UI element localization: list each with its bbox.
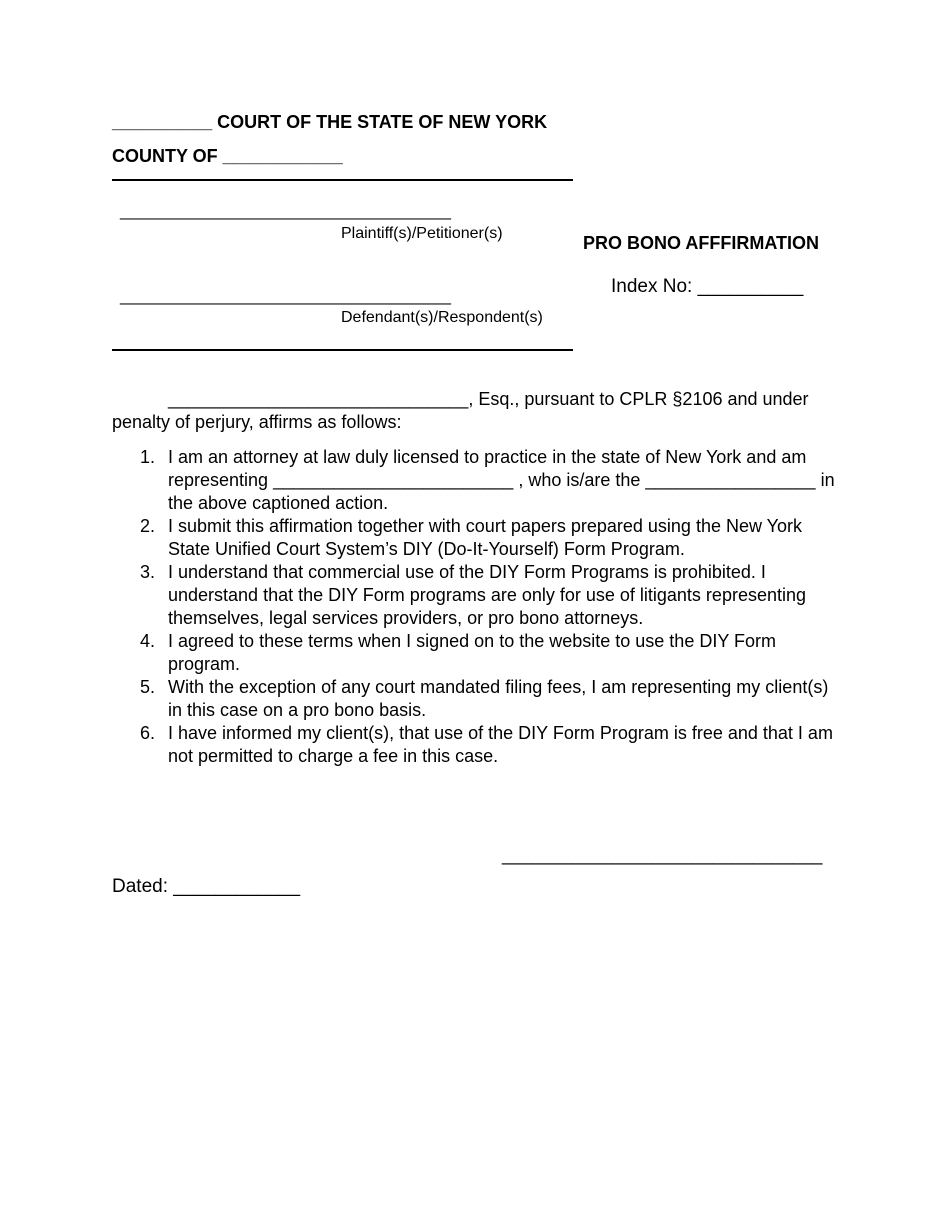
list-item-number: 5.: [140, 677, 156, 697]
list-item: [112, 676, 842, 722]
list-item-number: 2.: [140, 516, 156, 536]
list-item-number: 6.: [140, 723, 156, 743]
intro-line-2: penalty of perjury, affirms as follows:: [112, 412, 402, 432]
plaintiff-name-blank: ___________________________________: [120, 201, 451, 220]
list-item: [112, 515, 842, 561]
list-item-text: I submit this affirmation together with court papers prepared using the New York State Unified Court System’s DIY (Do-It-Yourself) Form Program.: [168, 516, 803, 559]
list-item: [112, 722, 842, 768]
list-item-number: 3.: [140, 562, 156, 582]
intro-line-1: ______________________________, Esq., pursuant to CPLR §2106 and under: [168, 389, 809, 409]
list-item: [112, 561, 842, 630]
affirmation-list: [112, 446, 842, 768]
list-item-text: I have informed my client(s), that use of the DIY Form Program is free and that I am not permitted to charge a fee in this case.: [168, 723, 833, 766]
defendant-name-blank: ___________________________________: [120, 286, 451, 305]
document-title: PRO BONO AFFFIRMATION: [583, 233, 819, 253]
county-line: COUNTY OF ____________: [112, 146, 343, 166]
plaintiff-label: Plaintiff(s)/Petitioner(s): [341, 225, 503, 242]
court-line: __________ COURT OF THE STATE OF NEW YORK: [112, 112, 548, 132]
list-item-text: With the exception of any court mandated filing fees, I am representing my client(s) in this case on a pro bono basis.: [168, 677, 829, 720]
index-number: Index No: __________: [611, 276, 804, 297]
list-item-number: 1.: [140, 447, 156, 467]
signature-line: ________________________________: [502, 845, 823, 865]
caption-top-rule: [112, 179, 573, 181]
list-item-number: 4.: [140, 631, 156, 651]
defendant-label: Defendant(s)/Respondent(s): [341, 309, 543, 326]
list-item: [112, 630, 842, 676]
list-item-text: I am an attorney at law duly licensed to practice in the state of New York and am representing ________________________ , who is/are the _________________ in the above captioned action.: [168, 447, 835, 513]
list-item-text: I understand that commercial use of the DIY Form Programs is prohibited. I understand that the DIY Form programs are only for use of litigants representing themselves, legal services providers, or pro bono attorneys.: [168, 562, 806, 628]
caption-bottom-rule: [112, 349, 573, 351]
list-item: [112, 446, 842, 515]
dated-line: Dated: ____________: [112, 876, 301, 897]
list-item-text: I agreed to these terms when I signed on to the website to use the DIY Form program.: [168, 631, 777, 674]
